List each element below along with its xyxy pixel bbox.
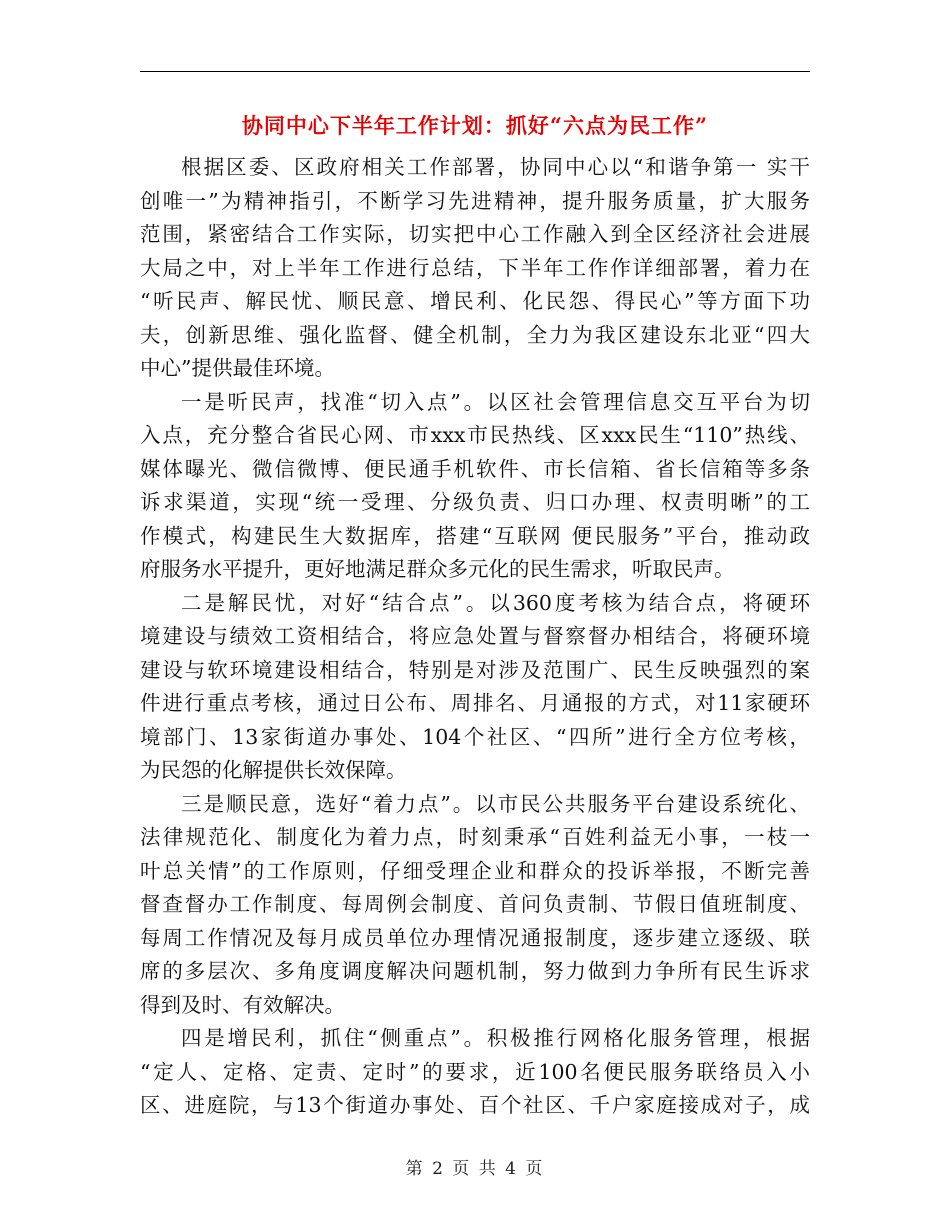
paragraph-line: 建设与软环境建设相结合，特别是对涉及范围广、民生反映强烈的案	[140, 657, 810, 682]
paragraph-line: 创唯一”为精神指引，不断学习先进精神，提升服务质量，扩大服务	[140, 188, 810, 213]
paragraph-line: 督查督办工作制度、每周例会制度、首问负责制、节假日值班制度、	[140, 892, 810, 916]
paragraph-line: 大局之中，对上半年工作进行总结，下半年工作作详细部署，着力在	[140, 255, 810, 280]
paragraph-line: 得到及时、有效解决。	[140, 992, 345, 1017]
paragraph-line: 入点，充分整合省民心网、市xxx市民热线、区xxx民生“110”热线、	[140, 423, 810, 447]
header-rule	[140, 71, 810, 72]
paragraph-line: 为民怨的化解提供长效保障。	[140, 758, 407, 782]
paragraph-line: 境建设与绩效工资相结合，将应急处置与督察督办相结合，将硬环境	[140, 624, 810, 648]
page-number-footer: 第 2 页 共 4 页	[405, 1159, 545, 1179]
paragraph-line: 一是听民声，找准“切入点”。以区社会管理信息交互平台为切	[181, 389, 810, 414]
paragraph-line: 席的多层次、多角度调度解决问题机制，努力做到力争所有民生诉求	[140, 959, 810, 983]
document-title: 协同中心下半年工作计划：抓好“六点为民工作”	[241, 113, 709, 138]
paragraph-line: 媒体曝光、微信微博、便民通手机软件、市长信箱、省长信箱等多条	[140, 456, 810, 481]
paragraph-line: 中心”提供最佳环境。	[140, 356, 335, 380]
paragraph-line: 根据区委、区政府相关工作部署，协同中心以“和谐争第一 实干	[181, 155, 810, 179]
paragraph-line: 件进行重点考核，通过日公布、周排名、月通报的方式，对11家硬环	[140, 691, 810, 715]
paragraph-line: 夫，创新思维、强化监督、健全机制，全力为我区建设东北亚“四大	[140, 322, 810, 347]
paragraph-line: 诉求渠道，实现“统一受理、分级负责、归口办理、权责明晰”的工	[140, 490, 810, 514]
paragraph-line: 范围，紧密结合工作实际，切实把中心工作融入到全区经济社会进展	[140, 222, 810, 246]
paragraph-line: 区、进庭院，与13个街道办事处、百个社区、千户家庭接成对子，成	[140, 1093, 810, 1117]
document-body	[140, 151, 810, 1123]
paragraph-line: 二是解民忧，对好“结合点”。以360度考核为结合点，将硬环	[181, 590, 810, 615]
paragraph-line: 府服务水平提升，更好地满足群众多元化的民生需求，听取民声。	[140, 557, 735, 581]
paragraph-line: “听民声、解民忧、顺民意、增民利、化民怨、得民心”等方面下功	[140, 289, 810, 313]
paragraph-line: 叶总关情”的工作原则，仔细受理企业和群众的投诉举报，不断完善	[140, 858, 810, 883]
paragraph-line: “定人、定格、定责、定时”的要求，近100名便民服务联络员入小	[140, 1059, 810, 1084]
paragraph-line: 境部门、13家街道办事处、104个社区、“四所”进行全方位考核，	[140, 724, 810, 749]
paragraph-line: 作模式，构建民生大数据库，搭建“互联网 便民服务”平台，推动政	[140, 523, 810, 548]
paragraph-line: 三是顺民意，选好“着力点”。以市民公共服务平台建设系统化、	[181, 791, 810, 816]
paragraph-line: 法律规范化、制度化为着力点，时刻秉承“百姓利益无小事，一枝一	[140, 825, 810, 849]
paragraph-line: 四是增民利，抓住“侧重点”。积极推行网格化服务管理，根据	[181, 1026, 810, 1050]
paragraph-line: 每周工作情况及每月成员单位办理情况通报制度，逐步建立逐级、联	[140, 925, 810, 950]
